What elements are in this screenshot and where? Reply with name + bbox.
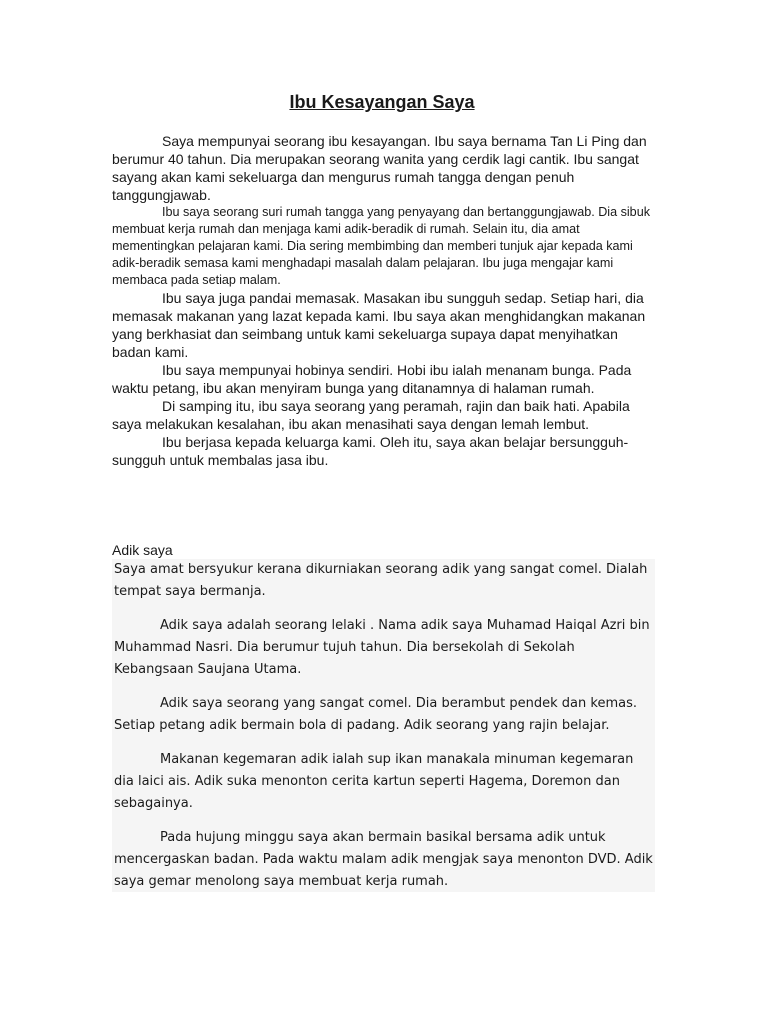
essay-paragraph: Adik saya adalah seorang lelaki . Nama adik saya Muhamad Haiqal Azri bin Muhammad Nasri. Dia berumur tujuh tahun. Dia bersekolah di Sekolah Kebangsaan Saujana Utama. [114, 618, 650, 677]
essay-paragraph: Saya mempunyai seorang ibu kesayangan. Ibu saya bernama Tan Li Ping dan berumur 40 tahun. Dia merupakan seorang wanita yang cerdik lagi cantik. Ibu sangat sayang akan kami sekeluarga dan mengurus rumah tangga dengan penuh tanggungjawab. [112, 133, 647, 203]
essay-paragraph: Adik saya seorang yang sangat comel. Dia berambut pendek dan kemas. Setiap petang adik bermain bola di padang. Adik seorang yang rajin belajar. [114, 696, 637, 733]
essay-paragraph: Ibu berjasa kepada keluarga kami. Oleh itu, saya akan belajar bersungguh-sungguh untuk membalas jasa ibu. [112, 434, 629, 468]
essay-paragraph: Ibu saya seorang suri rumah tangga yang penyayang dan bertanggungjawab. Dia sibuk membuat kerja rumah dan menjaga kami adik-beradik di rumah. Selain itu, dia amat mementingkan pelajaran kami. Dia sering membimbing dan memberi tunjuk ajar kepada kami adik-beradik semasa kami menghadapi masalah dalam pelajaran. Ibu juga mengajar kami membaca pada setiap malam. [112, 205, 650, 287]
essay-paragraph: Saya amat bersyukur kerana dikurniakan seorang adik yang sangat comel. Dialah tempat saya bermanja. [114, 562, 648, 599]
essay-paragraph: Makanan kegemaran adik ialah sup ikan manakala minuman kegemaran dia laici ais. Adik suka menonton cerita kartun seperti Hagema, Doremon dan sebagainya. [114, 752, 634, 811]
essay-paragraph: Ibu saya juga pandai memasak. Masakan ibu sungguh sedap. Setiap hari, dia memasak makanan yang lazat kepada kami. Ibu saya akan menghidangkan makanan yang berkhasiat dan seimbang untuk kami sekeluarga supaya dapat menyihatkan badan kami. [112, 290, 646, 360]
essay-paragraph: Pada hujung minggu saya akan bermain basikal bersama adik untuk mencergaskan badan. Pada waktu malam adik mengjak saya menonton DVD. Adik saya gemar menolong saya membuat kerja rumah. [114, 830, 653, 889]
essay-paragraph: Di samping itu, ibu saya seorang yang peramah, rajin dan baik hati. Apabila saya melakukan kesalahan, ibu akan menasihati saya dengan lemah lembut. [112, 398, 630, 432]
essay-adik [112, 559, 655, 892]
section-heading: Adik saya [112, 542, 173, 558]
essay-paragraph: Ibu saya mempunyai hobinya sendiri. Hobi ibu ialah menanam bunga. Pada waktu petang, ibu akan menyiram bunga yang ditanamnya di halaman rumah. [112, 362, 632, 396]
essay-ibu [112, 132, 654, 469]
essay-title: Ibu Kesayangan Saya [289, 92, 475, 112]
